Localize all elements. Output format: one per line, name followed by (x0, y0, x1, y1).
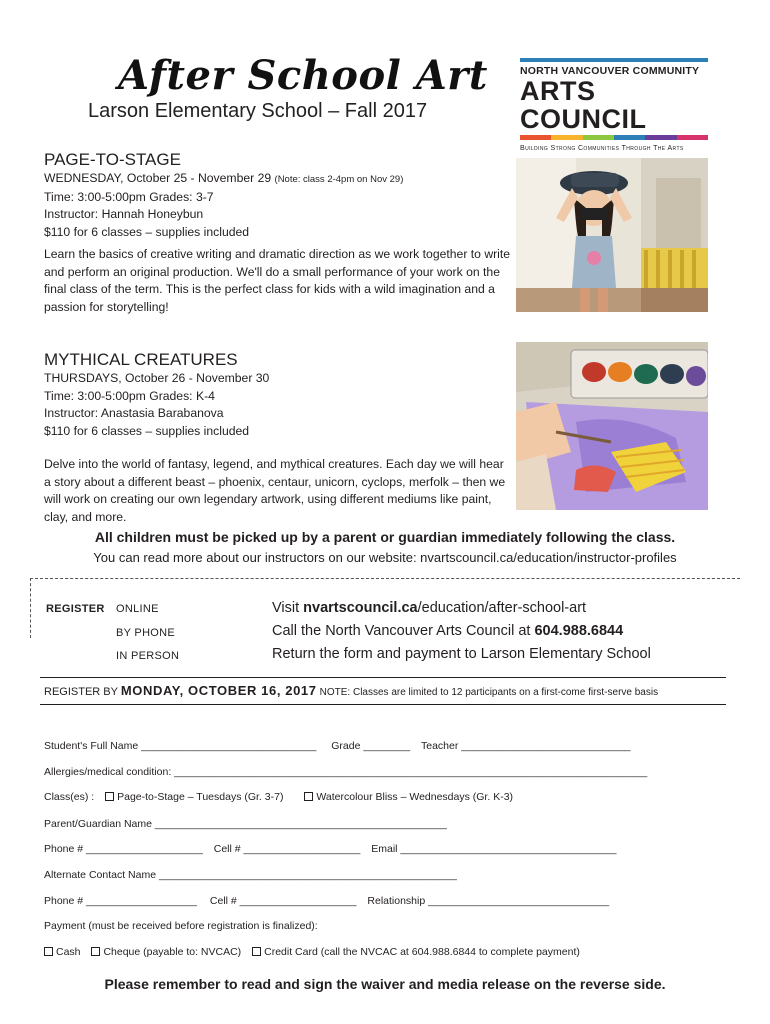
pay-credit-checkbox[interactable] (252, 947, 261, 956)
register-method-in-person: IN PERSON (116, 650, 180, 662)
register-in-person-text: Return the form and payment to Larson Elementary School (272, 646, 651, 662)
class-1-price: $110 for 6 classes – supplies included (44, 224, 250, 239)
logo-color-1 (520, 135, 551, 140)
register-top-rule (40, 677, 726, 678)
contact-row-1 (44, 843, 616, 855)
page-to-stage-photo (516, 158, 708, 312)
logo-color-6 (677, 135, 708, 140)
logo-color-2 (551, 135, 582, 140)
class-1-instructor: Instructor: Hannah Honeybun (44, 207, 204, 221)
instructor-profiles-notice: You can read more about our instructors on our website: nvartscouncil.ca/education/instructor-profiles (93, 550, 677, 565)
logo-main-text: ARTS COUNCIL (520, 76, 647, 134)
mythical-creatures-photo (516, 342, 708, 510)
pay-cash-checkbox[interactable] (44, 947, 53, 956)
class-2-details (44, 370, 504, 440)
arts-council-logo (520, 58, 708, 152)
register-method-phone: BY PHONE (116, 627, 176, 639)
logo-bar (520, 58, 708, 62)
logo-color-4 (614, 135, 645, 140)
register-bottom-rule (40, 704, 726, 705)
payment-label: Payment (must be received before registration is finalized): (44, 920, 318, 932)
contact-row-2 (44, 895, 609, 907)
pay-cheque-label: Cheque (payable to: NVCAC) (103, 946, 242, 958)
alt-contact-field[interactable]: Alternate Contact Name ___________________________________________________ (44, 869, 457, 881)
class-1-schedule: WEDNESDAY, October 25 - November 29 (44, 171, 272, 185)
register-method-online: ONLINE (116, 603, 159, 615)
class-1-time: Time: 3:00-5:00pm Grades: 3-7 (44, 189, 214, 204)
email-field[interactable]: Email _____________________________________ (371, 843, 617, 855)
register-phone-text (272, 623, 623, 639)
class-1-heading: PAGE-TO-STAGE (44, 150, 181, 169)
alt-cell-field[interactable]: Cell # ____________________ (209, 895, 357, 907)
class-2-time: Time: 3:00-5:00pm Grades: K-4 (44, 388, 215, 403)
student-row (44, 740, 631, 752)
alt-phone-field[interactable]: Phone # ___________________ (44, 895, 197, 907)
class-2-price: $110 for 6 classes – supplies included (44, 423, 250, 438)
class-option-2-label: Watercolour Bliss – Wednesdays (Gr. K-3) (316, 791, 514, 803)
class-1-details (44, 170, 504, 241)
register-online-prefix: Visit (272, 600, 304, 616)
page-subtitle: Larson Elementary School – Fall 2017 (88, 100, 428, 122)
register-phone-prefix: Call the North Vancouver Arts Council at (272, 623, 535, 639)
cell-field[interactable]: Cell # ____________________ (213, 843, 361, 855)
logo-top-line: NORTH VANCOUVER COMMUNITY (520, 65, 700, 77)
pay-credit-label: Credit Card (call the NVCAC at 604.988.6844 to complete payment) (264, 946, 580, 958)
register-label: REGISTER (46, 603, 105, 615)
class-2-heading: MYTHICAL CREATURES (44, 350, 238, 369)
class-2-instructor: Instructor: Anastasia Barabanova (44, 406, 224, 420)
class-1-description: Learn the basics of creative writing and dramatic direction as we work together to write and perform an original production. We'll do a small performance of your work on the final class of the term. This is the perfect class for kids with a wild imagination and a passion for storytelling! (44, 247, 511, 314)
allergies-field[interactable]: Allergies/medical condition: _________________________________________________________________________________ (44, 766, 648, 778)
register-online-suffix: /education/after-school-art (417, 600, 587, 616)
logo-color-3 (583, 135, 614, 140)
class-option-2-checkbox[interactable] (304, 792, 313, 801)
class-2-schedule: THURSDAYS, October 26 - November 30 (44, 371, 270, 385)
register-online-label (46, 603, 105, 615)
waiver-reminder: Please remember to read and sign the waiver and media release on the reverse side. (104, 976, 666, 992)
classes-label: Class(es) : (44, 791, 95, 803)
classes-row (44, 791, 513, 803)
logo-color-5 (645, 135, 676, 140)
class-2-description: Delve into the world of fantasy, legend, and mythical creatures. Each day we will hear a story about a different beast – phoenix, centaur, unicorn, cyclops, merfolk – then we will work on creating our own legendary artwork, using different mediums like paint, clay, and more. (44, 457, 506, 524)
page-title: After School Art (118, 52, 488, 99)
class-option-1-label: Page-to-Stage – Tuesdays (Gr. 3-7) (117, 791, 284, 803)
register-online-text (272, 600, 586, 616)
deadline-date: MONDAY, OCTOBER 16, 2017 (120, 683, 317, 698)
pay-cash-label: Cash (56, 946, 81, 958)
class-1-note: (Note: class 2-4pm on Nov 29) (274, 174, 404, 185)
deadline-prefix: REGISTER BY (44, 686, 121, 698)
deadline-note: NOTE: Classes are limited to 12 participants on a first-come first-serve basis (319, 687, 659, 698)
class-option-1-checkbox[interactable] (105, 792, 114, 801)
register-online-link[interactable]: nvartscouncil.ca (303, 600, 418, 616)
student-name-field[interactable]: Student's Full Name ______________________________ (44, 740, 317, 752)
relationship-field[interactable]: Relationship _______________________________ (367, 895, 610, 907)
logo-tagline: Building Strong Communities Through The Arts (520, 145, 684, 152)
pickup-notice: All children must be picked up by a parent or guardian immediately following the class. (94, 529, 676, 545)
guardian-name-field[interactable]: Parent/Guardian Name __________________________________________________ (44, 818, 447, 830)
grade-field[interactable]: Grade ________ (331, 740, 411, 752)
teacher-field[interactable]: Teacher _____________________________ (421, 740, 631, 752)
phone-field[interactable]: Phone # ____________________ (44, 843, 203, 855)
register-phone-number: 604.988.6844 (534, 623, 624, 639)
register-deadline (44, 683, 658, 698)
class-1-schedule-line (44, 170, 504, 189)
pay-cheque-checkbox[interactable] (91, 947, 100, 956)
logo-color-strip (520, 135, 708, 140)
payment-row (44, 946, 580, 958)
